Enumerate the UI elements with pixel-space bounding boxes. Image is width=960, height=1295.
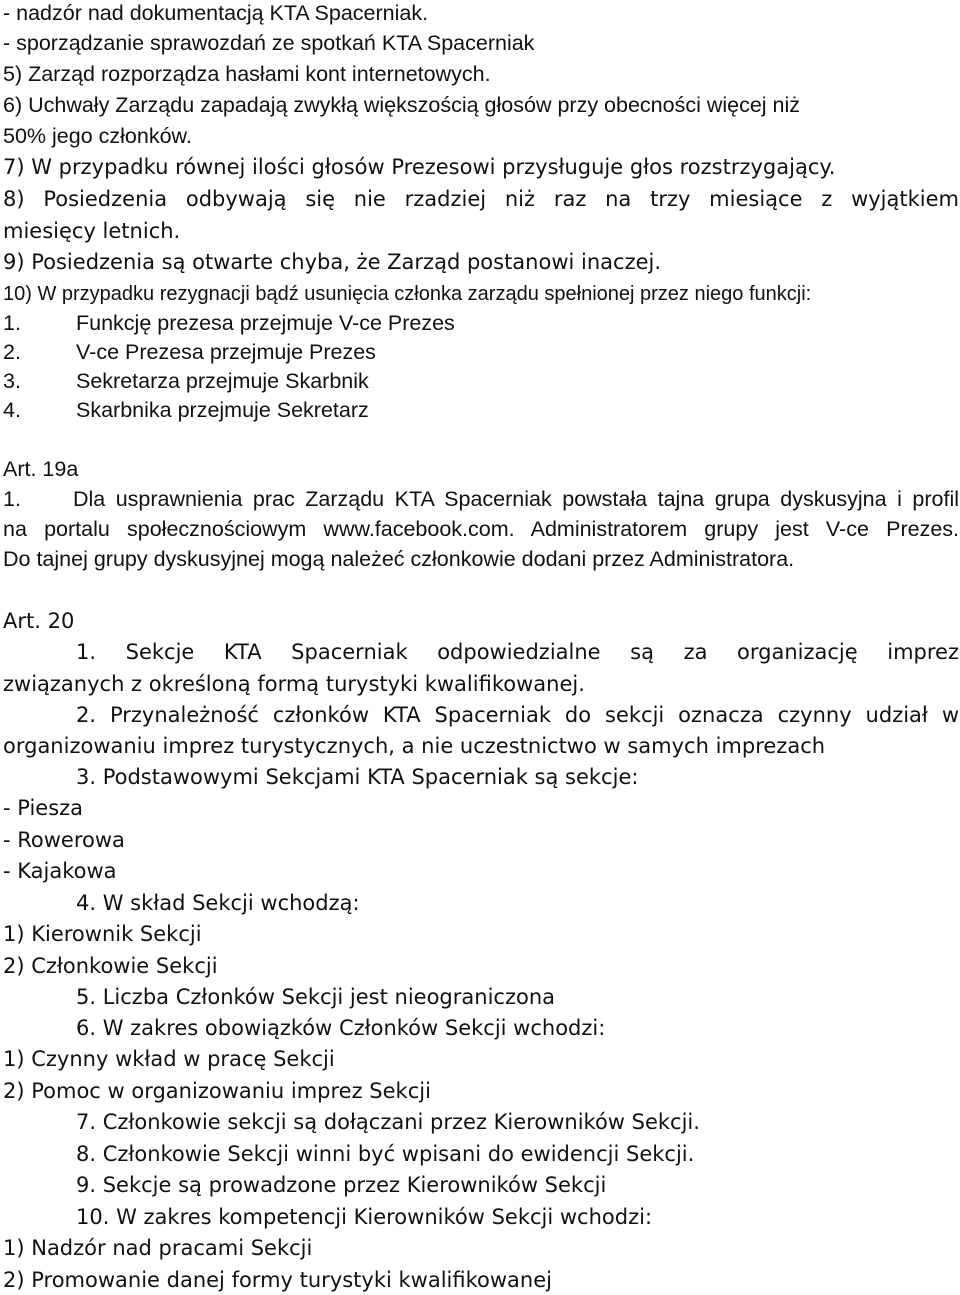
text-line: 6) Uchwały Zarządu zapadają zwykłą większością głosów przy obecności więcej niż	[3, 93, 801, 117]
list-item: 1. Funkcję prezesa przejmuje V-ce Prezes	[3, 311, 455, 335]
list-item: 1) Kierownik Sekcji	[3, 922, 202, 946]
text-line: 6. W zakres obowiązków Członków Sekcji wchodzi:	[76, 1016, 606, 1040]
text-line: 5. Liczba Członków Sekcji jest nieograniczona	[76, 985, 556, 1009]
text-line: Do tajnej grupy dyskusyjnej mogą należeć członkowie dodani przez Administratora.	[3, 547, 795, 571]
text-line: 9) Posiedzenia są otwarte chyba, że Zarząd postanowi inaczej.	[3, 250, 662, 274]
list-item: 2) Promowanie danej formy turystyki kwalifikowanej	[3, 1268, 552, 1292]
text-line: 50% jego członków.	[3, 124, 192, 148]
list-item: 3. Sekretarza przejmuje Skarbnik	[3, 369, 369, 393]
list-item: 2) Pomoc w organizowaniu imprez Sekcji	[3, 1079, 431, 1103]
text-line: - sporządzanie sprawozdań ze spotkań KTA Spacerniak	[3, 31, 535, 55]
list-item: 4. Skarbnika przejmuje Sekretarz	[3, 398, 369, 422]
text-line: 7) W przypadku równej ilości głosów Prezesowi przysługuje głos rozstrzygający.	[3, 155, 836, 179]
list-item: 2) Członkowie Sekcji	[3, 954, 218, 978]
list-item: 2. V-ce Prezesa przejmuje Prezes	[3, 340, 376, 364]
article-heading: Art. 19a	[3, 457, 79, 481]
text-line: - nadzór nad dokumentacją KTA Spacerniak.	[3, 1, 429, 25]
text-line: miesięcy letnich.	[3, 219, 181, 243]
list-item: - Rowerowa	[3, 828, 125, 852]
text-line: 8. Członkowie Sekcji winni być wpisani do ewidencji Sekcji.	[76, 1142, 695, 1166]
list-item: 1) Czynny wkład w pracę Sekcji	[3, 1047, 335, 1071]
text-line: 3. Podstawowymi Sekcjami KTA Spacerniak są sekcje:	[76, 765, 639, 789]
text-line: 10. W zakres kompetencji Kierowników Sekcji wchodzi:	[76, 1205, 653, 1229]
text-line: 5) Zarząd rozporządza hasłami kont internetowych.	[3, 62, 491, 86]
list-item: 1) Nadzór nad pracami Sekcji	[3, 1236, 313, 1260]
text-line: 1. Dla usprawnienia prac Zarządu KTA Spacerniak powstała tajna grupa dyskusyjna i profil	[3, 487, 959, 511]
text-line: 8) Posiedzenia odbywają się nie rzadziej niż raz na trzy miesiące z wyjątkiem	[3, 187, 959, 211]
text-line: 7. Członkowie sekcji są dołączani przez Kierowników Sekcji.	[76, 1110, 700, 1134]
text-line: 2. Przynależność członków KTA Spacerniak do sekcji oznacza czynny udział w	[76, 703, 959, 727]
text-line: 10) W przypadku rezygnacji bądź usunięcia członka zarządu spełnionej przez niego funkcji:	[3, 283, 812, 305]
text-line: 4. W skład Sekcji wchodzą:	[76, 891, 360, 915]
text-line: 9. Sekcje są prowadzone przez Kierowników Sekcji	[76, 1173, 607, 1197]
article-heading: Art. 20	[3, 609, 75, 633]
list-item: - Piesza	[3, 796, 84, 820]
text-line: na portalu społecznościowym www.facebook.com. Administratorem grupy jest V-ce Prezes.	[3, 517, 959, 541]
text-line: organizowaniu imprez turystycznych, a nie uczestnictwo w samych imprezach	[3, 734, 826, 758]
text-line: 1. Sekcje KTA Spacerniak odpowiedzialne są za organizację imprez	[76, 640, 959, 664]
text-line: związanych z określoną formą turystyki kwalifikowanej.	[3, 672, 585, 696]
list-item: - Kajakowa	[3, 859, 117, 883]
